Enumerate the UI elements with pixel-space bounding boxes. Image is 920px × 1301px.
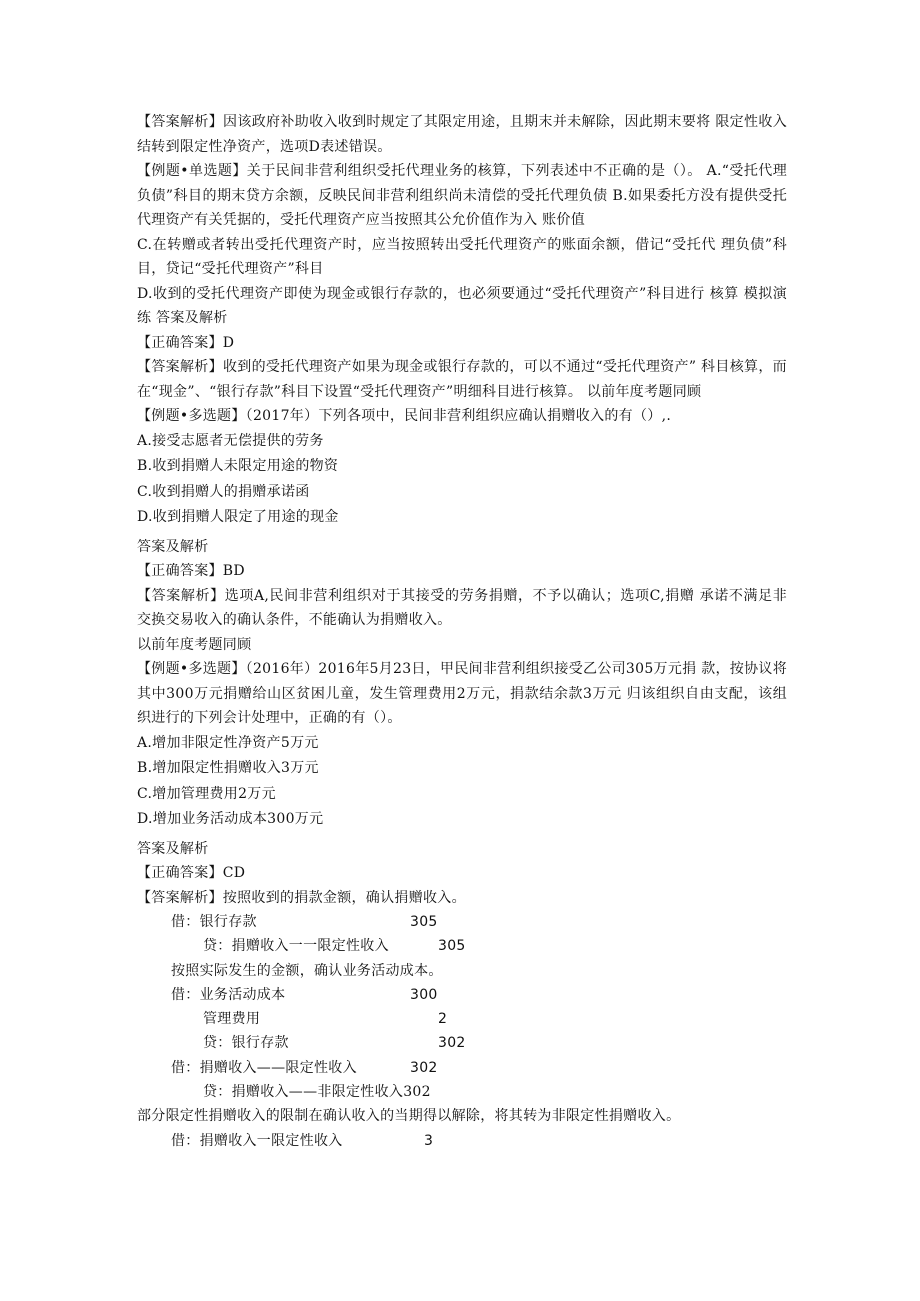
journal-entry-amount: 300: [410, 986, 438, 1003]
journal-entry-account: 借：捐赠收入一限定性收入: [171, 1132, 343, 1149]
journal-entry-line: [137, 1080, 787, 1104]
journal-entry-account: 借：银行存款: [171, 914, 257, 930]
journal-entry-account: 管理费用: [203, 1011, 261, 1028]
document-body: [137, 110, 787, 1153]
paragraph: C.在转赠或者转出受托代理资产时，应当按照转出受托代理资产的账面余额，借记“受托代 理负债”科目，贷记“受托代理资产”科目: [137, 236, 787, 277]
answer-option: A.增加非限定性净资产5万元: [137, 734, 319, 751]
paragraph: 【正确答案】D: [137, 334, 235, 351]
answer-option: A.接受志愿者无偿提供的劳务: [137, 432, 324, 449]
journal-entry-line: [137, 1007, 787, 1031]
paragraph: 【例题•多选题】（2016年）2016年5月23日，甲民间非营利组织接受乙公司305万元捐 款，按协议将其中300万元捐赠给山区贫困儿童，发生管理费用2万元，捐款结余款3万元 归该组织自由支配，该组织进行的下列会计处理中，正确的有（）。: [137, 661, 788, 726]
journal-entry-account: 贷：捐赠收入一一限定性收入: [203, 938, 389, 955]
paragraph: 【正确答案】BD: [137, 563, 245, 579]
paragraph: 【答案解析】收到的受托代理资产如果为现金或银行存款的，可以不通过“受托代理资产” 科目核算，而在“现金”、“银行存款”科目下设置“受托代理资产”明细科目进行核算。 以前年度考题同顾: [137, 359, 787, 400]
paragraph: 【例题•多选题】（2017年）下列各项中，民间非营利组织应确认捐赠收入的有（）,.: [137, 408, 672, 424]
journal-entry-line: [137, 983, 787, 1007]
paragraph: 答案及解析: [137, 840, 209, 857]
journal-entry-account: 按照实际发生的金额，确认业务活动成本。: [171, 962, 443, 979]
answer-option: B.收到捐赠人未限定用途的物资: [137, 458, 339, 474]
paragraph: 【正确答案】CD: [137, 865, 246, 881]
journal-entry-account: 贷：银行存款: [203, 1035, 289, 1052]
journal-entry-amount: 3: [424, 1132, 434, 1149]
paragraph: 【例题•单选题】关于民间非营利组织受托代理业务的核算，下列表述中不正确的是（）。 A.“受托代理负债”科目的期末贷方余额，反映民间非营利组织尚未清偿的受托代理负债 B.如果委托方没有提供受托代理资产有关凭据的，受托代理资产应当按照其公允价值作为入 账价值: [137, 163, 787, 228]
journal-entry-line: [137, 910, 787, 934]
answer-option: C.收到捐赠人的捐赠承诺函: [137, 483, 310, 500]
paragraph: 以前年度考题同顾: [137, 636, 252, 653]
journal-entry-line: [137, 934, 787, 958]
answer-option: D.收到捐赠人限定了用途的现金: [137, 509, 339, 525]
journal-entry-account: 借：捐赠收入——限定性收入: [171, 1059, 357, 1076]
paragraph: 部分限定性捐赠收入的限制在确认收入的当期得以解除，将其转为非限定性捐赠收入。: [137, 1108, 681, 1125]
journal-entry-account: 贷：捐赠收入——非限定性收入302: [203, 1084, 431, 1101]
journal-entry-line: [137, 959, 787, 983]
paragraph: 【答案解析】按照收到的捐款金额，确认捐赠收入。: [137, 889, 466, 906]
answer-option: D.增加业务活动成本300万元: [137, 811, 324, 827]
journal-entry-line: [137, 1129, 787, 1153]
journal-entry-amount: 302: [438, 1035, 466, 1052]
paragraph: 【答案解析】因该政府补助收入收到时规定了其限定用途，且期末并未解除，因此期末要将 限定性收入结转到限定性净资产，选项D表述错误。: [137, 114, 787, 155]
journal-entry-line: [137, 1056, 787, 1080]
paragraph: D.收到的受托代理资产即使为现金或银行存款的，也必须要通过“受托代理资产”科目进行 核算 模拟演练 答案及解析: [137, 285, 787, 326]
answer-option: B.增加限定性捐赠收入3万元: [137, 760, 319, 776]
journal-entry-amount: 305: [438, 938, 466, 955]
journal-entry-amount: 302: [410, 1059, 438, 1076]
journal-entry-amount: 2: [438, 1011, 448, 1028]
journal-entry-amount: 305: [410, 914, 438, 930]
paragraph: 答案及解析: [137, 538, 209, 555]
paragraph: 【答案解析】选项A,民间非营利组织对于其接受的劳务捐赠，不予以确认；选项C,捐赠 承诺不满足非交换交易收入的确认条件，不能确认为捐赠收入。: [137, 587, 787, 628]
journal-entry-line: [137, 1031, 787, 1055]
journal-entry-account: 借：业务活动成本: [171, 986, 286, 1003]
answer-option: C.增加管理费用2万元: [137, 785, 276, 802]
